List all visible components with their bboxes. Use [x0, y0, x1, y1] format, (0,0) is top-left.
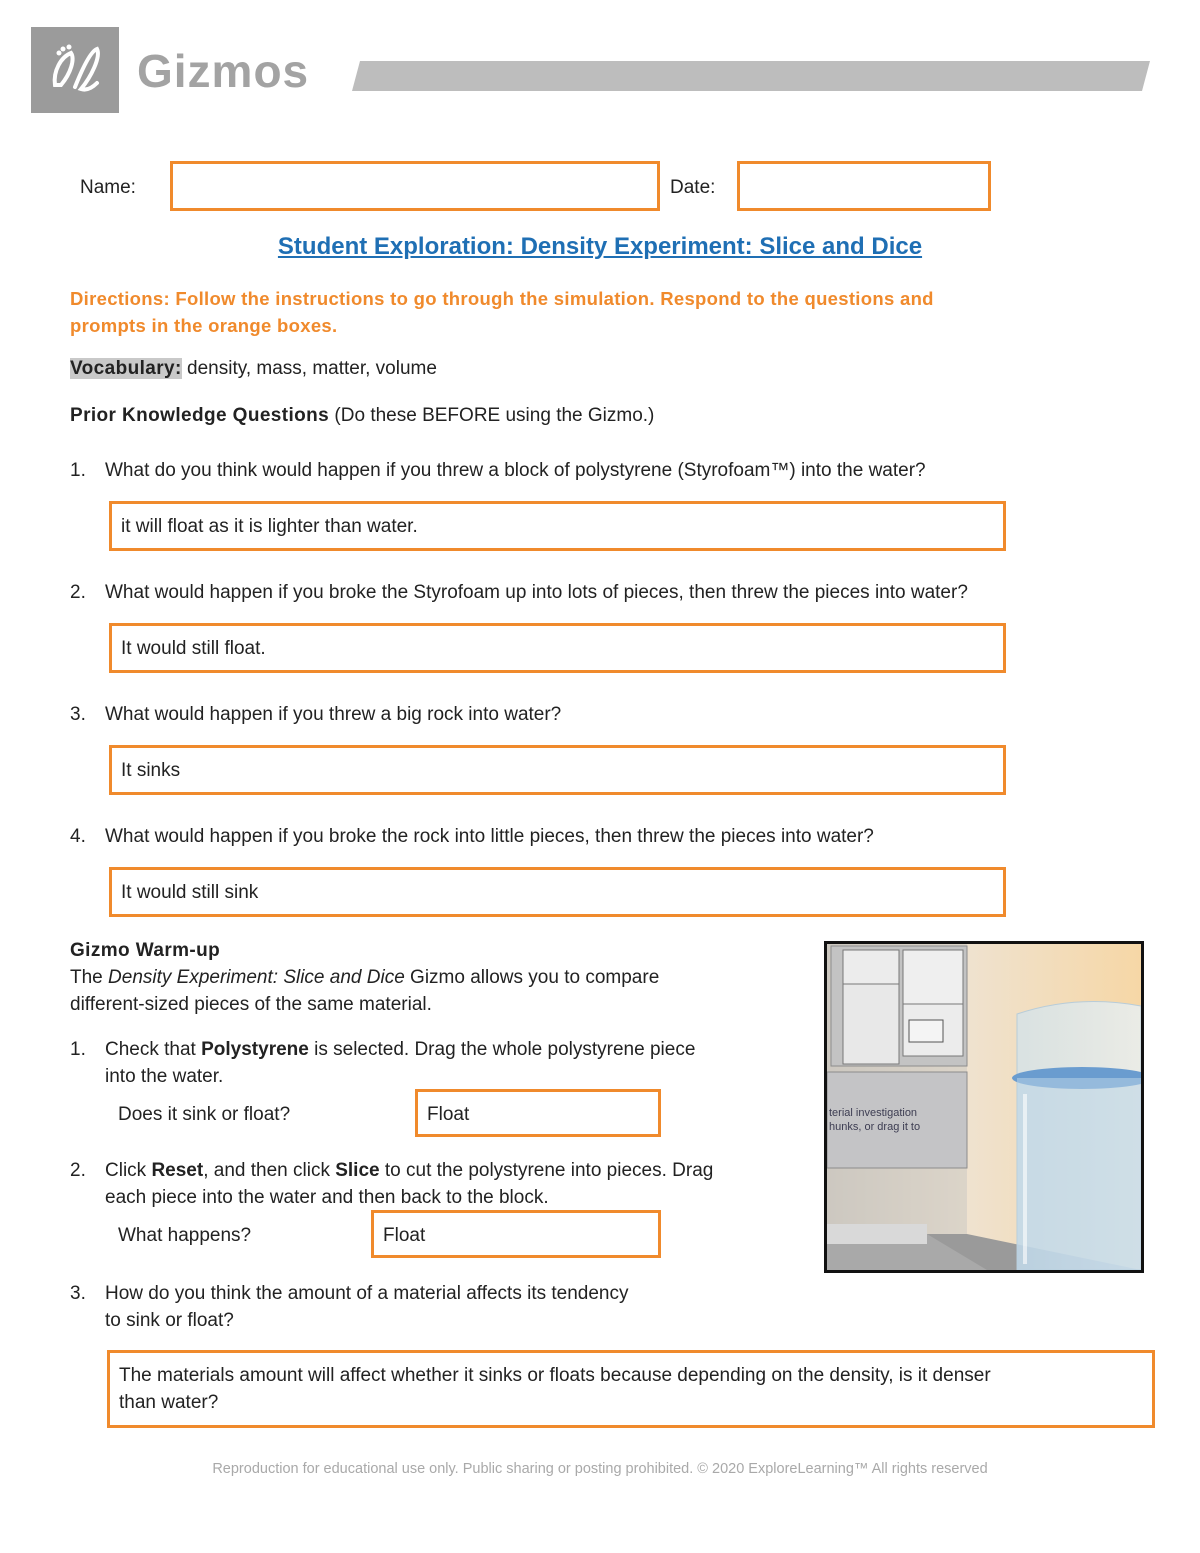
prior-knowledge-heading [70, 405, 654, 427]
question-number: 1. [70, 1039, 86, 1060]
gizmo-caption-2: hunks, or drag it to [829, 1121, 921, 1133]
question-text [105, 1160, 713, 1182]
date-field[interactable] [737, 161, 991, 211]
gizmos-brand: Gizmos [137, 45, 310, 97]
vocabulary [70, 358, 437, 380]
question-text [105, 1039, 695, 1061]
directions [70, 285, 1070, 339]
warmup-intro [70, 967, 659, 989]
answer-box[interactable] [109, 501, 1006, 551]
question-number: 3. [70, 704, 86, 725]
question-text: What would happen if you broke the Styrofoam up into lots of pieces, then threw the pieces into water? [105, 582, 968, 603]
warmup-intro-gizmo-name: Density Experiment: Slice and Dice [108, 967, 405, 988]
q2-post: to cut the polystyrene into pieces. Drag [379, 1160, 714, 1181]
directions-line-1: Directions: Follow the instructions to go through the simulation. Respond to the questions and [70, 288, 934, 309]
question-text: What do you think would happen if you threw a block of polystyrene (Styrofoam™) into the water? [105, 460, 926, 481]
prior-knowledge-title: Prior Knowledge Questions [70, 405, 330, 426]
q2-bold-reset: Reset [151, 1160, 204, 1181]
q2-pre: Click [105, 1160, 152, 1181]
question-number: 2. [70, 582, 86, 603]
answer-box[interactable] [415, 1089, 661, 1137]
vocabulary-label: Vocabulary: [70, 358, 182, 379]
question-text: What would happen if you threw a big rock into water? [105, 704, 562, 725]
name-field[interactable] [170, 161, 660, 211]
warmup-intro-post: Gizmo allows you to compare [404, 967, 660, 988]
sink-float-prompt: Does it sink or float? [118, 1104, 291, 1125]
header-bar [352, 61, 1150, 91]
page-title: Student Exploration: Density Experiment: Slice and Dice [277, 233, 923, 260]
question-number: 4. [70, 826, 86, 847]
warmup-heading: Gizmo Warm-up [70, 940, 221, 961]
answer-text: It would still sink [121, 882, 259, 903]
question-number: 1. [70, 460, 86, 481]
answer-text: It would still float. [121, 638, 266, 659]
gizmo-screenshot-drawing [827, 944, 1141, 1270]
answer-text: Float [383, 1225, 426, 1246]
q2-bold-slice: Slice [335, 1160, 380, 1181]
answer-box[interactable] [371, 1210, 661, 1258]
warmup-intro-line-2: different-sized pieces of the same material. [70, 994, 432, 1015]
answer-text-line-1: The materials amount will affect whether it sinks or floats because depending on the density, is it denser [119, 1365, 991, 1386]
answer-text: Float [427, 1104, 470, 1125]
answer-text: it will float as it is lighter than water. [121, 516, 418, 537]
question-text: What would happen if you broke the rock into little pieces, then threw the pieces into water? [105, 826, 874, 847]
date-label: Date: [670, 177, 716, 198]
question-number: 3. [70, 1283, 86, 1304]
q1-bold: Polystyrene [201, 1039, 309, 1060]
warmup-intro-pre: The [70, 967, 109, 988]
explorelearning-logo-icon [31, 27, 119, 113]
answer-box[interactable] [109, 745, 1006, 795]
question-text: How do you think the amount of a material affects its tendency [105, 1283, 629, 1304]
question-number: 2. [70, 1160, 86, 1181]
directions-line-2: prompts in the orange boxes. [70, 315, 338, 336]
answer-box[interactable] [109, 867, 1006, 917]
q2-mid: , and then click [203, 1160, 336, 1181]
q1-pre: Check that [105, 1039, 202, 1060]
vocabulary-terms: density, mass, matter, volume [181, 358, 437, 379]
q1-post: is selected. Drag the whole polystyrene piece [308, 1039, 696, 1060]
answer-text: It sinks [121, 760, 181, 781]
question-text-line-2: to sink or float? [105, 1310, 234, 1331]
answer-box[interactable] [107, 1350, 1155, 1428]
what-happens-prompt: What happens? [118, 1225, 252, 1246]
answer-box[interactable] [109, 623, 1006, 673]
gizmo-caption-1: terial investigation [829, 1107, 918, 1119]
gizmo-screenshot [824, 941, 1144, 1273]
answer-text-line-2: than water? [119, 1392, 219, 1413]
footer: Reproduction for educational use only. Public sharing or posting prohibited. © 2020 ExploreLearning™ All rights reserved [212, 1461, 988, 1477]
logo-badge [31, 27, 119, 113]
question-text-line-2: into the water. [105, 1066, 224, 1087]
question-text-line-2: each piece into the water and then back to the block. [105, 1187, 549, 1208]
prior-knowledge-note: (Do these BEFORE using the Gizmo.) [329, 405, 655, 426]
name-label: Name: [80, 177, 136, 198]
